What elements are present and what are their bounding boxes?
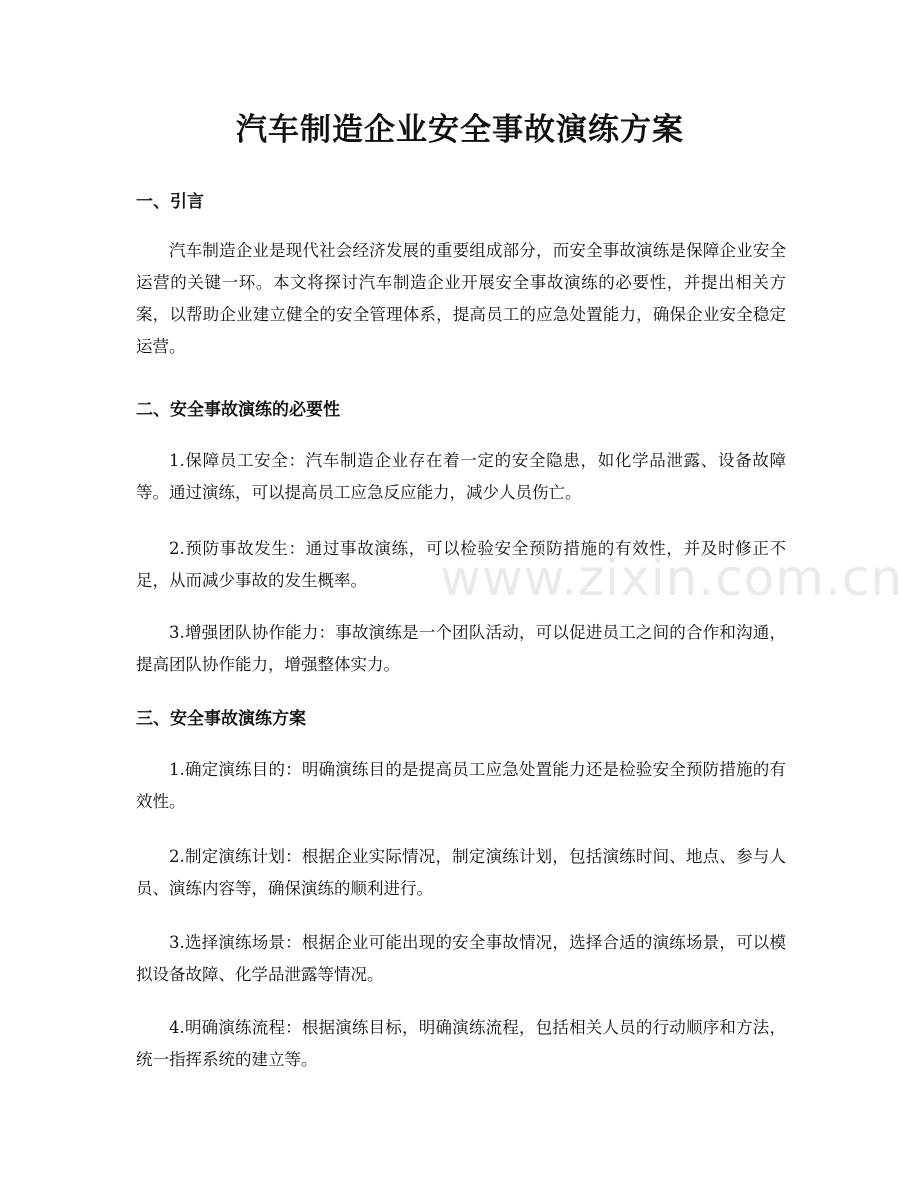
paragraph-plan-2: 2.制定演练计划：根据企业实际情况，制定演练计划，包括演练时间、地点、参与人员、演练内容等，确保演练的顺利进行。 — [136, 847, 786, 898]
paragraph-plan-1: 1.确定演练目的：明确演练目的是提高员工应急处置能力还是检验安全预防措施的有效性。 — [136, 760, 786, 811]
section-heading-introduction: 一、引言 — [136, 192, 204, 212]
section-heading-necessity: 二、安全事故演练的必要性 — [136, 400, 340, 420]
paragraph-plan-4: 4.明确演练流程：根据演练目标，明确演练流程，包括相关人员的行动顺序和方法，统一指挥系统的建立等。 — [136, 1018, 786, 1069]
paragraph-necessity-2: 2.预防事故发生：通过事故演练，可以检验安全预防措施的有效性，并及时修正不足，从而减少事故的发生概率。 — [136, 539, 786, 590]
paragraph-introduction: 汽车制造企业是现代社会经济发展的重要组成部分，而安全事故演练是保障企业安全运营的关键一环。本文将探讨汽车制造企业开展安全事故演练的必要性，并提出相关方案，以帮助企业建立健全的安全管理体系，提高员工的应急处置能力，确保企业安全稳定运营。 — [136, 241, 786, 356]
section-heading-plan: 三、安全事故演练方案 — [136, 709, 306, 729]
watermark: www.zixin.com.cn — [440, 549, 904, 607]
paragraph-necessity-1: 1.保障员工安全：汽车制造企业存在着一定的安全隐患，如化学品泄露、设备故障等。通过演练，可以提高员工应急反应能力，减少人员伤亡。 — [136, 451, 786, 502]
paragraph-plan-3: 3.选择演练场景：根据企业可能出现的安全事故情况，选择合适的演练场景，可以模拟设备故障、化学品泄露等情况。 — [136, 933, 786, 984]
document-title: 汽车制造企业安全事故演练方案 — [236, 112, 684, 148]
paragraph-necessity-3: 3.增强团队协作能力：事故演练是一个团队活动，可以促进员工之间的合作和沟通，提高团队协作能力，增强整体实力。 — [136, 623, 786, 674]
